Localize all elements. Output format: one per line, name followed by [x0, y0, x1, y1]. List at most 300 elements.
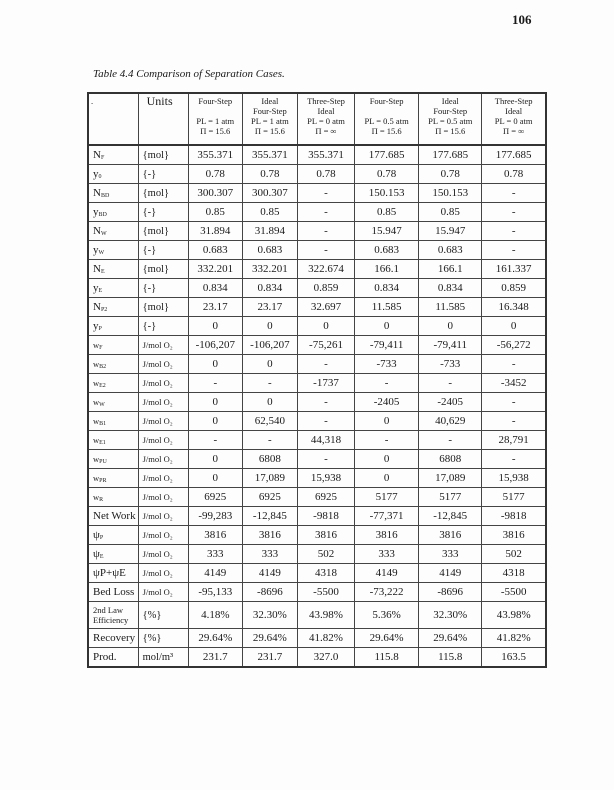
table-row	[88, 222, 546, 241]
cell-value: 4318	[482, 564, 546, 583]
table-row	[88, 583, 546, 602]
cell-value: 0.834	[419, 279, 482, 298]
cell-value: -79,411	[419, 336, 482, 355]
cell-value: -5500	[297, 583, 354, 602]
row-symbol: N	[93, 301, 101, 313]
row-label	[88, 279, 138, 298]
cell-value: 0	[188, 317, 242, 336]
cell-value: 0	[355, 412, 419, 431]
row-unit: J/mol O₂	[138, 336, 188, 355]
cell-value: -	[482, 355, 546, 374]
cell-value: 0.78	[419, 165, 482, 184]
cell-value: -	[297, 184, 354, 203]
row-symbol: N	[93, 149, 101, 161]
table-row	[88, 145, 546, 165]
header-l1: Ideal	[441, 96, 459, 106]
cell-value: 0.85	[355, 203, 419, 222]
row-symbol: ψ	[93, 548, 100, 560]
header-l1: Three-Step	[494, 96, 533, 106]
cell-value: 0.834	[242, 279, 297, 298]
row-subscript: P	[98, 326, 102, 332]
row-symbol: N	[93, 187, 101, 199]
cell-value: 4149	[419, 564, 482, 583]
cell-value: -77,371	[355, 507, 419, 526]
cell-value: 0.859	[297, 279, 354, 298]
table-row	[88, 507, 546, 526]
table-row	[88, 260, 546, 279]
row-unit: J/mol O₂	[138, 488, 188, 507]
row-symbol: y	[93, 320, 99, 332]
row-label	[88, 564, 138, 583]
cell-value: 23.17	[188, 298, 242, 317]
cell-value: -12,845	[419, 507, 482, 526]
cell-value: -	[188, 374, 242, 393]
header-pi: Π = 15.6	[200, 126, 231, 136]
cell-value: -	[297, 241, 354, 260]
table-row	[88, 336, 546, 355]
cell-value: -	[482, 450, 546, 469]
row-label	[88, 145, 138, 165]
header-pi: Π = ∞	[315, 126, 337, 136]
cell-value: -56,272	[482, 336, 546, 355]
row-unit: J/mol O₂	[138, 355, 188, 374]
cell-value: 300.307	[242, 184, 297, 203]
row-subscript: P2	[100, 307, 108, 313]
cell-value: 3816	[355, 526, 419, 545]
row-label	[88, 545, 138, 564]
header-p: PL = 0 atm	[494, 116, 533, 126]
row-symbol: w	[93, 453, 100, 464]
cell-value: 150.153	[419, 184, 482, 203]
cell-value: -	[242, 431, 297, 450]
cell-value: 0.683	[188, 241, 242, 260]
table-body	[88, 145, 546, 667]
row-subscript: P	[99, 535, 104, 541]
cell-value: -	[482, 222, 546, 241]
row-unit: {-}	[138, 203, 188, 222]
row-unit: {mol}	[138, 222, 188, 241]
cell-value: 3816	[242, 526, 297, 545]
cell-value: -1737	[297, 374, 354, 393]
row-subscript: BD	[98, 212, 107, 218]
cell-value: 0	[188, 412, 242, 431]
row-subscript: R	[99, 496, 104, 503]
row-unit: J/mol O₂	[138, 431, 188, 450]
row-unit: {-}	[138, 165, 188, 184]
cell-value: 0	[297, 317, 354, 336]
cell-value: -106,207	[242, 336, 297, 355]
table-row	[88, 298, 546, 317]
cell-value: 0.683	[355, 241, 419, 260]
table-row	[88, 648, 546, 668]
cell-value: 0	[188, 469, 242, 488]
table-row	[88, 469, 546, 488]
cell-value: 5.36%	[355, 602, 419, 629]
table-row	[88, 355, 546, 374]
cell-value: -106,207	[188, 336, 242, 355]
row-label	[88, 260, 138, 279]
header-case-2	[242, 93, 297, 145]
cell-value: 40,629	[419, 412, 482, 431]
cell-value: -	[297, 412, 354, 431]
cell-value: 322.674	[297, 260, 354, 279]
cell-value: 502	[297, 545, 354, 564]
row-unit: J/mol O₂	[138, 545, 188, 564]
header-pi: Π = ∞	[503, 126, 525, 136]
cell-value: 5177	[482, 488, 546, 507]
row-symbol: w	[93, 434, 100, 445]
cell-value: 0	[355, 469, 419, 488]
cell-value: 11.585	[419, 298, 482, 317]
row-unit: mol/m³	[138, 648, 188, 668]
row-label	[88, 507, 138, 526]
row-label	[88, 629, 138, 648]
cell-value: -	[482, 393, 546, 412]
cell-value: 0	[355, 317, 419, 336]
row-label	[88, 336, 138, 355]
row-subscript: E2	[99, 382, 106, 389]
cell-value: 6925	[242, 488, 297, 507]
cell-value: 3816	[482, 526, 546, 545]
table-row	[88, 431, 546, 450]
header-case-4	[355, 93, 419, 145]
row-symbol: ψ	[93, 529, 100, 541]
cell-value: -	[297, 393, 354, 412]
cell-value: 15.947	[419, 222, 482, 241]
cell-value: 4.18%	[188, 602, 242, 629]
cell-value: -	[242, 374, 297, 393]
row-unit: J/mol O₂	[138, 526, 188, 545]
cell-value: 16.348	[482, 298, 546, 317]
row-unit: J/mol O₂	[138, 564, 188, 583]
cell-value: -	[482, 203, 546, 222]
cell-value: 0.78	[242, 165, 297, 184]
row-symbol: y	[93, 244, 99, 256]
cell-value: 15,938	[297, 469, 354, 488]
cell-value: -75,261	[297, 336, 354, 355]
cell-value: -5500	[482, 583, 546, 602]
row-label	[88, 393, 138, 412]
table-row	[88, 393, 546, 412]
header-l2	[191, 106, 240, 116]
header-pi: Π = 15.6	[435, 126, 466, 136]
row-label	[88, 165, 138, 184]
header-p: PL = 0 atm	[307, 116, 345, 126]
cell-value: 41.82%	[482, 629, 546, 648]
row-label	[88, 602, 138, 629]
header-l1: Three-Step	[307, 96, 345, 106]
row-label	[88, 374, 138, 393]
cell-value: 332.201	[188, 260, 242, 279]
row-label	[88, 222, 138, 241]
cell-value: 355.371	[188, 145, 242, 165]
row-unit: J/mol O₂	[138, 393, 188, 412]
cell-value: 44,318	[297, 431, 354, 450]
cell-value: 355.371	[297, 145, 354, 165]
cell-value: 3816	[297, 526, 354, 545]
cell-value: -	[297, 355, 354, 374]
cell-value: 32.30%	[242, 602, 297, 629]
row-symbol: y	[93, 168, 99, 180]
cell-value: -	[419, 431, 482, 450]
table-caption: Table 4.4 Comparison of Separation Cases.	[93, 68, 285, 80]
cell-value: 15,938	[482, 469, 546, 488]
row-symbol: Net Work	[93, 510, 136, 522]
cell-value: 0	[188, 393, 242, 412]
table-row	[88, 602, 546, 629]
cell-value: 333	[242, 545, 297, 564]
row-symbol: w	[93, 396, 100, 407]
header-l1: Ideal	[261, 96, 279, 106]
row-symbol: w	[93, 358, 100, 369]
row-unit: {-}	[138, 317, 188, 336]
cell-value: 29.64%	[419, 629, 482, 648]
row-subscript: 0	[98, 174, 102, 180]
cell-value: -	[482, 184, 546, 203]
cell-value: 31.894	[188, 222, 242, 241]
header-case-6	[482, 93, 546, 145]
cell-value: 166.1	[355, 260, 419, 279]
row-label	[88, 488, 138, 507]
cell-value: 3816	[419, 526, 482, 545]
cell-value: 17,089	[242, 469, 297, 488]
cell-value: -2405	[419, 393, 482, 412]
header-pi: Π = 15.6	[254, 126, 285, 136]
header-l1: Four-Step	[369, 96, 404, 106]
table-header-row	[88, 93, 546, 145]
row-subscript: F	[100, 155, 105, 161]
header-corner: .	[88, 93, 138, 145]
cell-value: 6808	[242, 450, 297, 469]
row-symbol: w	[93, 339, 100, 350]
cell-value: 332.201	[242, 260, 297, 279]
cell-value: -	[297, 450, 354, 469]
row-symbol: ψP+ψE	[93, 567, 126, 579]
cell-value: 177.685	[355, 145, 419, 165]
row-subscript: E	[100, 269, 105, 275]
row-symbol: w	[93, 415, 100, 426]
row-label	[88, 184, 138, 203]
table-row	[88, 241, 546, 260]
separation-cases-table	[87, 92, 547, 668]
cell-value: -	[355, 374, 419, 393]
row-symbol: Bed Loss	[93, 586, 135, 598]
table-row	[88, 629, 546, 648]
cell-value: 32.30%	[419, 602, 482, 629]
cell-value: -99,283	[188, 507, 242, 526]
header-case-5	[419, 93, 482, 145]
cell-value: 0	[419, 317, 482, 336]
table-row	[88, 165, 546, 184]
row-label	[88, 526, 138, 545]
row-label	[88, 469, 138, 488]
row-symbol: N	[93, 225, 101, 237]
row-symbol: w	[93, 472, 100, 483]
row-subscript: W	[99, 401, 105, 408]
cell-value: 231.7	[242, 648, 297, 668]
cell-value: 333	[419, 545, 482, 564]
row-unit: J/mol O₂	[138, 469, 188, 488]
row-unit: {mol}	[138, 298, 188, 317]
cell-value: 0.85	[242, 203, 297, 222]
cell-value: 4149	[242, 564, 297, 583]
cell-value: -	[297, 222, 354, 241]
row-unit: J/mol O₂	[138, 374, 188, 393]
cell-value: 0.78	[297, 165, 354, 184]
row-subscript: PR	[99, 477, 107, 484]
row-subscript: B1	[99, 420, 107, 427]
cell-value: 163.5	[482, 648, 546, 668]
cell-value: 177.685	[482, 145, 546, 165]
cell-value: 5177	[355, 488, 419, 507]
row-unit: {mol}	[138, 184, 188, 203]
header-p: PL = 1 atm	[250, 116, 289, 126]
cell-value: 150.153	[355, 184, 419, 203]
cell-value: 0	[242, 355, 297, 374]
row-unit: {-}	[138, 279, 188, 298]
cell-value: -9818	[297, 507, 354, 526]
row-unit: J/mol O₂	[138, 507, 188, 526]
row-label	[88, 298, 138, 317]
header-case-1	[188, 93, 242, 145]
cell-value: 0.78	[188, 165, 242, 184]
table-row	[88, 203, 546, 222]
cell-value: 355.371	[242, 145, 297, 165]
cell-value: 6925	[297, 488, 354, 507]
cell-value: 43.98%	[297, 602, 354, 629]
header-p: PL = 0.5 atm	[428, 116, 473, 126]
cell-value: -79,411	[355, 336, 419, 355]
cell-value: 0.85	[188, 203, 242, 222]
cell-value: 17,089	[419, 469, 482, 488]
row-symbol: Prod.	[93, 651, 117, 663]
row-label	[88, 450, 138, 469]
header-l1: Four-Step	[198, 96, 233, 106]
cell-value: 333	[355, 545, 419, 564]
header-l2: Four-Step	[433, 106, 468, 116]
row-symbol: w	[93, 377, 100, 388]
cell-value: 177.685	[419, 145, 482, 165]
row-symbol: y	[93, 206, 99, 218]
cell-value: 43.98%	[482, 602, 546, 629]
cell-value: 4318	[297, 564, 354, 583]
row-subscript: PU	[99, 458, 107, 465]
row-label	[88, 583, 138, 602]
table-row	[88, 545, 546, 564]
header-units: Units	[138, 93, 188, 145]
cell-value: -8696	[419, 583, 482, 602]
cell-value: 300.307	[188, 184, 242, 203]
header-p: PL = 1 atm	[196, 116, 235, 126]
row-subscript: E1	[99, 439, 106, 446]
cell-value: -733	[419, 355, 482, 374]
cell-value: -73,222	[355, 583, 419, 602]
cell-value: -95,133	[188, 583, 242, 602]
table-row	[88, 450, 546, 469]
cell-value: -	[419, 374, 482, 393]
cell-value: 23.17	[242, 298, 297, 317]
row-symbol: y	[93, 282, 99, 294]
cell-value: 4149	[188, 564, 242, 583]
cell-value: 0.78	[482, 165, 546, 184]
row-symbol: N	[93, 263, 101, 275]
row-label	[88, 241, 138, 260]
cell-value: 0.683	[242, 241, 297, 260]
row-label	[88, 431, 138, 450]
cell-value: 62,540	[242, 412, 297, 431]
row-symbol: Recovery	[93, 632, 136, 644]
cell-value: -	[482, 241, 546, 260]
row-label	[88, 355, 138, 374]
table-row	[88, 412, 546, 431]
cell-value: 0	[355, 450, 419, 469]
cell-value: 502	[482, 545, 546, 564]
cell-value: 161.337	[482, 260, 546, 279]
page-number: 106	[512, 12, 532, 27]
table-row	[88, 564, 546, 583]
row-label	[88, 412, 138, 431]
cell-value: 28,791	[482, 431, 546, 450]
cell-value: 0	[482, 317, 546, 336]
cell-value: 29.64%	[355, 629, 419, 648]
row-subscript: E	[99, 554, 104, 560]
cell-value: 29.64%	[188, 629, 242, 648]
cell-value: -3452	[482, 374, 546, 393]
row-symbol: w	[93, 491, 100, 502]
cell-value: 6925	[188, 488, 242, 507]
header-l2: Four-Step	[252, 106, 287, 116]
header-l2: Ideal	[317, 106, 335, 116]
cell-value: -	[297, 203, 354, 222]
row-unit: J/mol O₂	[138, 583, 188, 602]
table-row	[88, 374, 546, 393]
table-row	[88, 526, 546, 545]
row-subscript: E	[98, 288, 103, 294]
cell-value: -	[482, 412, 546, 431]
cell-value: 0	[188, 355, 242, 374]
cell-value: 333	[188, 545, 242, 564]
cell-value: 41.82%	[297, 629, 354, 648]
cell-value: 0.78	[355, 165, 419, 184]
cell-value: -2405	[355, 393, 419, 412]
cell-value: 5177	[419, 488, 482, 507]
cell-value: 0.683	[419, 241, 482, 260]
table-row	[88, 317, 546, 336]
cell-value: 0	[188, 450, 242, 469]
row-subscript: BD	[100, 193, 110, 199]
cell-value: 6808	[419, 450, 482, 469]
header-l2: Ideal	[505, 106, 523, 116]
header-l2	[357, 106, 416, 116]
row-label	[88, 317, 138, 336]
row-unit: J/mol O₂	[138, 412, 188, 431]
table-row	[88, 279, 546, 298]
header-case-3	[297, 93, 354, 145]
cell-value: 3816	[188, 526, 242, 545]
cell-value: 0.834	[188, 279, 242, 298]
row-subscript: B2	[99, 363, 107, 370]
row-unit: {-}	[138, 241, 188, 260]
row-label	[88, 203, 138, 222]
row-label	[88, 648, 138, 668]
cell-value: 327.0	[297, 648, 354, 668]
cell-value: 115.8	[419, 648, 482, 668]
row-unit: {mol}	[138, 145, 188, 165]
cell-value: 15.947	[355, 222, 419, 241]
cell-value: 0.85	[419, 203, 482, 222]
row-unit: {mol}	[138, 260, 188, 279]
row-symbol: 2nd Law Efficiency	[93, 605, 129, 625]
